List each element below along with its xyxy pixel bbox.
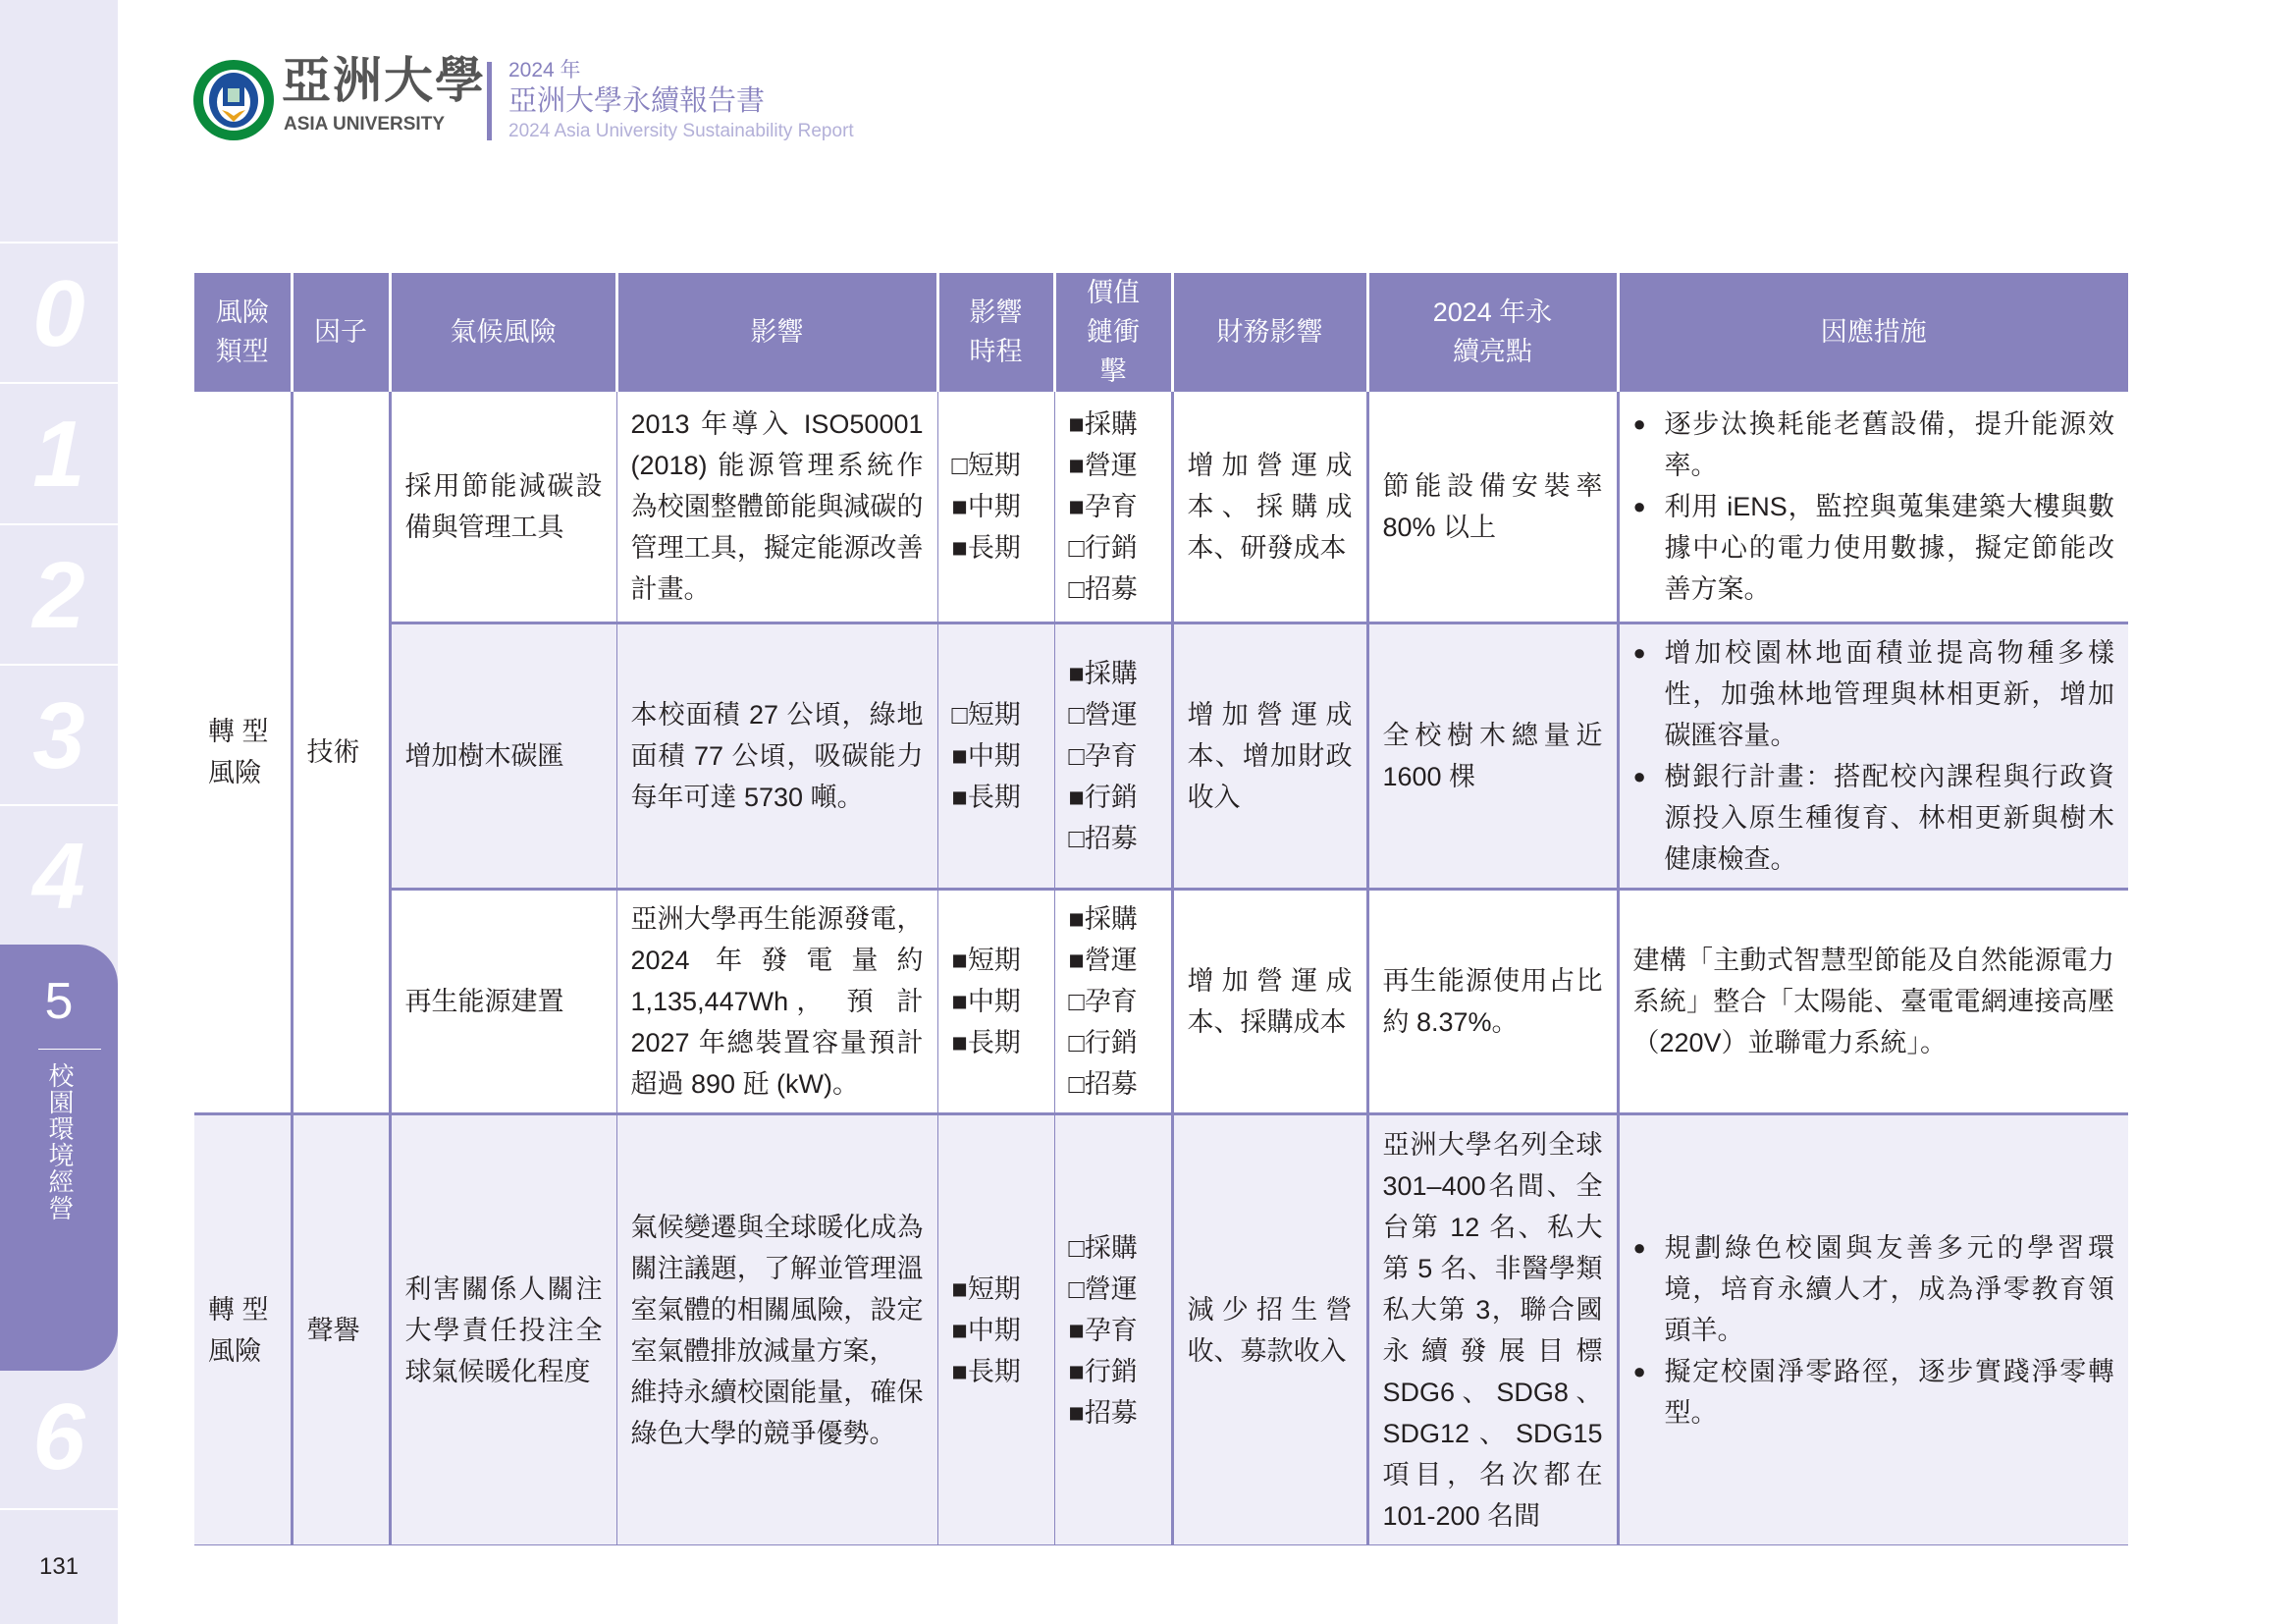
measure-item: ● 擬定校園淨零路徑，逐步實踐淨零轉型。 bbox=[1633, 1351, 2115, 1434]
report-year: 2024 年 bbox=[508, 59, 581, 81]
measure-item: ● 增加校園林地面積並提高物種多樣性，加強林地管理與林相更新，增加碳匯容量。 bbox=[1633, 632, 2115, 756]
table-row bbox=[194, 392, 2128, 623]
measure-item: ● 規劃綠色校園與友善多元的學習環境，培育永續人才，成為淨零教育領頭羊。 bbox=[1633, 1227, 2115, 1351]
vc-recruitment: □招募 bbox=[1068, 824, 1138, 853]
table-row bbox=[194, 1114, 2128, 1545]
value-chain-cell bbox=[1054, 1114, 1172, 1545]
timeline-mid: ■中期 bbox=[951, 741, 1021, 771]
header-highlight: 2024 年永續亮點 bbox=[1367, 273, 1618, 392]
timeline-long: ■長期 bbox=[951, 1356, 1021, 1386]
highlight-cell: 再生能源使用占比約 8.37%。 bbox=[1367, 890, 1618, 1114]
timeline-long: ■長期 bbox=[951, 783, 1021, 812]
measures-cell bbox=[1618, 1114, 2128, 1545]
climate-risk-cell: 採用節能減碳設備與管理工具 bbox=[390, 392, 616, 623]
header-risk-type: 風險類型 bbox=[194, 273, 292, 392]
chapter-tab-2[interactable]: 2 bbox=[32, 543, 85, 648]
active-chapter-label: 校園環境經營 bbox=[45, 1062, 75, 1221]
climate-risk-cell: 利害關係人關注大學責任投注全球氣候暖化程度 bbox=[390, 1114, 616, 1545]
vc-incubation: ■孕育 bbox=[1068, 492, 1138, 521]
risk-type-cell: 轉 型 風險 bbox=[194, 392, 292, 1114]
value-chain-cell bbox=[1054, 392, 1172, 623]
factor-cell: 技術 bbox=[292, 392, 390, 1114]
impact-text: 氣候變遷與全球暖化成為關注議題，了解並管理溫室氣體的相關風險，設定室氣體排放減量方案， bbox=[630, 1212, 924, 1366]
vc-marketing: ■行銷 bbox=[1068, 1356, 1138, 1386]
vc-procurement: □採購 bbox=[1068, 1232, 1138, 1263]
timeline-long: ■長期 bbox=[951, 533, 1021, 563]
timeline-cell bbox=[937, 623, 1054, 890]
vc-procurement: ■採購 bbox=[1068, 904, 1138, 934]
timeline-short: □短期 bbox=[951, 700, 1021, 730]
measures-cell: 建構「主動式智慧型節能及自然能源電力系統」整合「太陽能、臺電電網連接高壓（220V）並聯電力系統」。 bbox=[1618, 890, 2128, 1114]
logo-chinese-name: 亞洲大學 bbox=[282, 53, 486, 108]
highlight-cell: 亞洲大學名列全球301–400名間、全台第 12 名、私大第 5 名、非醫學類私大第 3，聯合國永續發展目標 SDG6、SDG8、SDG12、SDG15 項目，名次都在 101-200 名間 bbox=[1367, 1114, 1618, 1545]
measure-item: ● 利用 iENS，監控與蒐集建築大樓與數據中心的電力使用數據，擬定節能改善方案。 bbox=[1633, 486, 2115, 610]
value-chain-cell bbox=[1054, 623, 1172, 890]
header-timeline: 影響時程 bbox=[937, 273, 1054, 392]
factor-cell: 聲譽 bbox=[292, 1114, 390, 1545]
chapter-tab-4[interactable]: 4 bbox=[32, 824, 85, 929]
header-measures: 因應措施 bbox=[1618, 273, 2128, 392]
financial-cell: 增加營運成本、採購成本 bbox=[1172, 890, 1367, 1114]
vc-operation: ■營運 bbox=[1068, 451, 1138, 480]
header-impact: 影響 bbox=[616, 273, 937, 392]
chapter-tab-3[interactable]: 3 bbox=[32, 683, 85, 788]
timeline-short: ■短期 bbox=[951, 1273, 1021, 1304]
divider bbox=[0, 242, 118, 244]
measures-cell bbox=[1618, 392, 2128, 623]
vc-marketing: □行銷 bbox=[1068, 1028, 1138, 1057]
header-divider bbox=[487, 62, 492, 140]
table-header-row bbox=[194, 273, 2128, 392]
chapter-sidebar bbox=[0, 0, 118, 1624]
university-seal-logo bbox=[192, 59, 275, 141]
timeline-cell bbox=[937, 890, 1054, 1114]
report-subtitle: 2024 Asia University Sustainability Report bbox=[508, 121, 854, 141]
divider bbox=[0, 382, 118, 384]
divider bbox=[0, 804, 118, 806]
active-chapter-number: 5 bbox=[44, 973, 74, 1030]
financial-cell: 增加營運成本、增加財政收入 bbox=[1172, 623, 1367, 890]
report-title: 亞洲大學永續報告書 bbox=[508, 85, 766, 117]
financial-cell: 增加營運成本、採購成本、研發成本 bbox=[1172, 392, 1367, 623]
highlight-cell: 節能設備安裝率 80% 以上 bbox=[1367, 392, 1618, 623]
timeline-mid: ■中期 bbox=[951, 492, 1021, 521]
timeline-mid: ■中期 bbox=[951, 1315, 1021, 1345]
timeline-short: □短期 bbox=[951, 451, 1021, 480]
impact-text-2: 維持永續校園能量，確保綠色大學的競爭優勢。 bbox=[630, 1377, 924, 1448]
vc-incubation: □孕育 bbox=[1068, 987, 1138, 1016]
vc-recruitment: □招募 bbox=[1068, 1069, 1138, 1099]
vc-marketing: □行銷 bbox=[1068, 533, 1138, 563]
vc-operation: □營運 bbox=[1068, 700, 1138, 730]
vc-operation: ■營運 bbox=[1068, 946, 1138, 975]
measure-item: ● 逐步汰換耗能老舊設備，提升能源效率。 bbox=[1633, 404, 2115, 486]
logo-english-name: ASIA UNIVERSITY bbox=[284, 114, 445, 135]
vc-operation: □營運 bbox=[1068, 1273, 1138, 1304]
highlight-cell: 全校樹木總量近 1600 棵 bbox=[1367, 623, 1618, 890]
page-number: 131 bbox=[38, 1553, 80, 1580]
timeline-short: ■短期 bbox=[951, 946, 1021, 975]
timeline-cell bbox=[937, 1114, 1054, 1545]
climate-risk-cell: 再生能源建置 bbox=[390, 890, 616, 1114]
divider bbox=[38, 1049, 101, 1050]
chapter-tab-1[interactable]: 1 bbox=[32, 402, 85, 507]
vc-incubation: □孕育 bbox=[1068, 741, 1138, 771]
header-climate-risk: 氣候風險 bbox=[390, 273, 616, 392]
vc-marketing: ■行銷 bbox=[1068, 783, 1138, 812]
impact-cell: 亞洲大學再生能源發電，2024 年發電量約 1,135,447Wh， 預 計 2027 年總裝置容量預計超過 890 瓩 (kW)。 bbox=[616, 890, 937, 1114]
climate-risk-table bbox=[194, 273, 2128, 1545]
divider bbox=[0, 664, 118, 666]
vc-procurement: ■採購 bbox=[1068, 409, 1138, 439]
impact-cell bbox=[616, 1114, 937, 1545]
header-financial: 財務影響 bbox=[1172, 273, 1367, 392]
table-row bbox=[194, 623, 2128, 890]
measures-cell bbox=[1618, 623, 2128, 890]
risk-type-cell: 轉 型 風險 bbox=[194, 1114, 292, 1545]
vc-procurement: ■採購 bbox=[1068, 659, 1138, 688]
timeline-mid: ■中期 bbox=[951, 987, 1021, 1016]
chapter-tab-6[interactable]: 6 bbox=[32, 1384, 85, 1489]
divider bbox=[0, 1508, 118, 1510]
header-factor: 因子 bbox=[292, 273, 390, 392]
chapter-tab-5-active[interactable] bbox=[0, 945, 118, 1371]
value-chain-cell bbox=[1054, 890, 1172, 1114]
timeline-cell bbox=[937, 392, 1054, 623]
measure-item: ● 樹銀行計畫：搭配校內課程與行政資源投入原生種復育、林相更新與樹木健康檢查。 bbox=[1633, 756, 2115, 880]
climate-risk-cell: 增加樹木碳匯 bbox=[390, 623, 616, 890]
header-value-chain: 價值鏈衝擊 bbox=[1054, 273, 1172, 392]
impact-cell: 2013 年導入 ISO50001 (2018) 能源管理系統作為校園整體節能與減碳的管理工具，擬定能源改善計畫。 bbox=[616, 392, 937, 623]
timeline-long: ■長期 bbox=[951, 1028, 1021, 1057]
chapter-tab-0[interactable]: 0 bbox=[32, 261, 85, 366]
financial-cell: 減少招生營收、募款收入 bbox=[1172, 1114, 1367, 1545]
vc-recruitment: □招募 bbox=[1068, 574, 1138, 604]
divider bbox=[0, 523, 118, 525]
vc-recruitment: ■招募 bbox=[1068, 1397, 1138, 1428]
table-row bbox=[194, 890, 2128, 1114]
vc-incubation: ■孕育 bbox=[1068, 1315, 1138, 1345]
impact-cell: 本校面積 27 公頃，綠地面積 77 公頃，吸碳能力每年可達 5730 噸。 bbox=[616, 623, 937, 890]
